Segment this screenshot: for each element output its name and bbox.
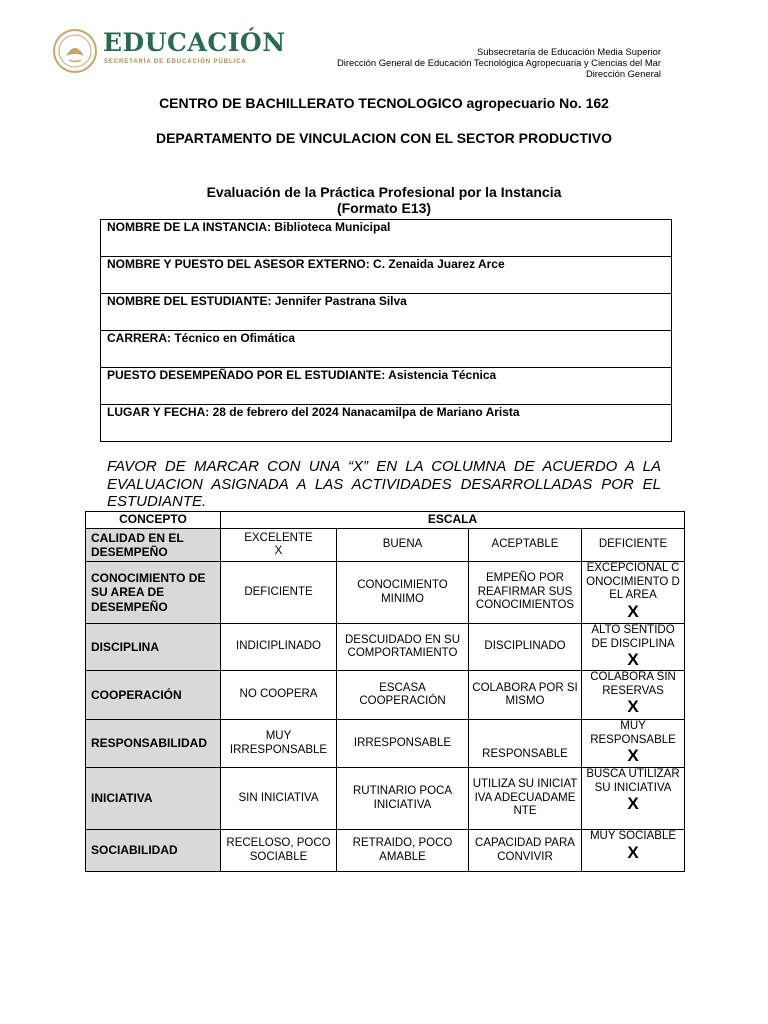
- scale-cell[interactable]: CONOCIMIENTO MINIMO: [337, 562, 469, 624]
- scale-cell[interactable]: RECELOSO, POCO SOCIABLE: [221, 830, 337, 872]
- header-line: Dirección General: [585, 68, 661, 79]
- scale-label: COLABORA SIN RESERVAS: [590, 671, 676, 697]
- scale-cell[interactable]: [469, 768, 582, 830]
- info-table: [100, 219, 672, 442]
- scale-cell[interactable]: SIN INICIATIVA: [221, 768, 337, 830]
- info-instancia: NOMBRE DE LA INSTANCIA: Biblioteca Municipal: [101, 220, 672, 257]
- table-row: [86, 830, 685, 872]
- scale-cell[interactable]: [582, 671, 685, 720]
- scale-label: BUSCA UTILIZAR SU INICIATIVA: [586, 768, 680, 794]
- selection-mark: X: [627, 746, 639, 765]
- scale-label: EXCEPCIONAL CONOCIMIENTO DEL AREA: [586, 562, 680, 601]
- scale-cell[interactable]: DESCUIDADO EN SU COMPORTAMIENTO: [337, 624, 469, 671]
- scale-label: EXCELENTE: [244, 531, 313, 544]
- selection-mark: X: [627, 650, 639, 669]
- scale-cell[interactable]: [582, 720, 685, 768]
- table-row: [86, 768, 685, 830]
- scale-cell[interactable]: CAPACIDAD PARA CONVIVIR: [469, 830, 582, 872]
- coat-of-arms-icon: [52, 28, 98, 74]
- concept-cell: SOCIABILIDAD: [86, 830, 221, 872]
- header-institution: [337, 46, 661, 79]
- scale-cell[interactable]: [582, 624, 685, 671]
- scale-cell[interactable]: [582, 830, 685, 872]
- table-row: [86, 624, 685, 671]
- department-title: DEPARTAMENTO DE VINCULACION CON EL SECTOR PRODUCTIVO: [155, 130, 613, 146]
- logo-wordmark: EDUCACIÓN: [103, 28, 286, 57]
- evaluation-table: [85, 511, 685, 872]
- form-title: [0, 184, 768, 216]
- concept-cell: RESPONSABILIDAD: [86, 720, 221, 768]
- selection-mark: X: [627, 601, 639, 621]
- scale-cell[interactable]: INDICIPLINADO: [221, 624, 337, 671]
- logo-subtitle: SECRETARÍA DE EDUCACIÓN PÚBLICA: [104, 59, 247, 65]
- scale-label: MUY SOCIABLE: [589, 830, 677, 842]
- scale-label: MUY RESPONSABLE: [590, 720, 676, 746]
- scale-cell[interactable]: RETRAIDO, POCO AMABLE: [337, 830, 469, 872]
- scale-cell[interactable]: COLABORA POR SI MISMO: [469, 671, 582, 720]
- scale-cell[interactable]: DEFICIENTE: [582, 529, 685, 562]
- col-scale-header: ESCALA: [221, 512, 685, 529]
- selection-mark: X: [627, 842, 639, 862]
- table-row: [86, 562, 685, 624]
- header-line: Dirección General de Educación Tecnológica Agropecuaria y Ciencias del Mar: [337, 57, 661, 68]
- info-estudiante: NOMBRE DEL ESTUDIANTE: Jennifer Pastrana Silva: [101, 294, 672, 331]
- table-row: [86, 720, 685, 768]
- school-title: CENTRO DE BACHILLERATO TECNOLOGICO agropecuario No. 162: [159, 95, 609, 111]
- scale-cell[interactable]: RESPONSABLE: [469, 720, 582, 768]
- scale-cell[interactable]: MUY IRRESPONSABLE: [221, 720, 337, 768]
- header-line: Subsecretaría de Educación Media Superior: [477, 46, 661, 57]
- scale-cell[interactable]: NO COOPERA: [221, 671, 337, 720]
- scale-cell[interactable]: EMPEÑO POR REAFIRMAR SUS CONOCIMIENTOS: [469, 562, 582, 624]
- scale-cell[interactable]: DISCIPLINADO: [469, 624, 582, 671]
- concept-cell: INICIATIVA: [86, 768, 221, 830]
- scale-cell[interactable]: RUTINARIO POCA INICIATIVA: [337, 768, 469, 830]
- info-puesto: PUESTO DESEMPEÑADO POR EL ESTUDIANTE: Asistencia Técnica: [101, 368, 672, 405]
- scale-cell[interactable]: DEFICIENTE: [221, 562, 337, 624]
- selection-mark: X: [274, 545, 283, 557]
- scale-cell[interactable]: ESCASA COOPERACIÓN: [337, 671, 469, 720]
- table-row: [86, 529, 685, 562]
- col-concept-header: CONCEPTO: [86, 512, 221, 529]
- selection-mark: X: [627, 794, 639, 813]
- table-row: [86, 671, 685, 720]
- scale-cell[interactable]: [582, 562, 685, 624]
- concept-cell: DISCIPLINA: [86, 624, 221, 671]
- concept-cell: COOPERACIÓN: [86, 671, 221, 720]
- instructions: FAVOR DE MARCAR CON UNA “X” EN LA COLUMNA DE ACUERDO A LA EVALUACION ASIGNADA A LAS ACTIVIDADES DESARROLLADAS POR EL ESTUDIANTE.: [107, 458, 661, 510]
- selection-mark: X: [627, 697, 639, 716]
- form-title-text: Evaluación de la Práctica Profesional por la Instancia: [206, 184, 562, 200]
- scale-label: ALTO SENTIDO DE DISCIPLINA: [591, 624, 675, 650]
- info-lugar-fecha: LUGAR Y FECHA: 28 de febrero del 2024 Nanacamilpa de Mariano Arista: [101, 405, 672, 442]
- info-carrera: CARRERA: Técnico en Ofimática: [101, 331, 672, 368]
- scale-cell[interactable]: [221, 529, 337, 562]
- scale-cell[interactable]: [582, 768, 685, 830]
- scale-label: UTILIZA SU INICIATIVA ADECUADAMENTE: [472, 778, 578, 818]
- concept-cell: CALIDAD EN EL DESEMPEÑO: [86, 529, 221, 562]
- form-code: (Formato E13): [336, 200, 432, 216]
- concept-cell: CONOCIMIENTO DE SU AREA DE DESEMPEÑO: [86, 562, 221, 624]
- scale-cell[interactable]: BUENA: [337, 529, 469, 562]
- scale-cell[interactable]: IRRESPONSABLE: [337, 720, 469, 768]
- scale-cell[interactable]: ACEPTABLE: [469, 529, 582, 562]
- table-header-row: [86, 512, 685, 529]
- info-asesor: NOMBRE Y PUESTO DEL ASESOR EXTERNO: C. Zenaida Juarez Arce: [101, 257, 672, 294]
